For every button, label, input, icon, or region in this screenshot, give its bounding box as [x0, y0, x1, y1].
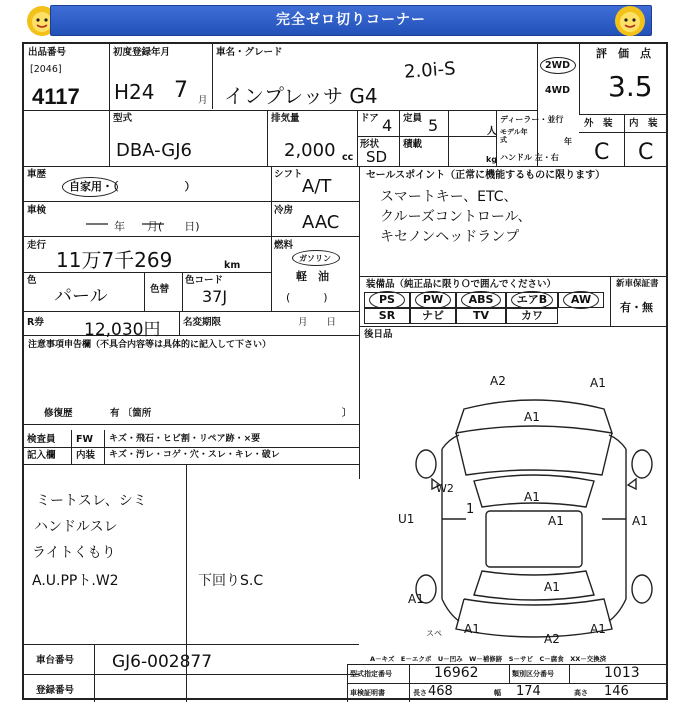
equip-sr: SR [364, 308, 410, 324]
inspector-comment: A.U.PPト.W2 [32, 573, 119, 589]
sales-point-title: セールスポイント（正常に機能するものに限ります） [366, 170, 606, 181]
shift-value: A/T [302, 176, 332, 197]
repair-history-label: 修復歴 [44, 408, 73, 419]
damage-mark: A1 [632, 514, 648, 528]
fuel-other: ( ) [286, 291, 328, 304]
month-unit: 月 [198, 95, 208, 106]
equip-aw: AW [558, 292, 604, 308]
warranty-label: 新車保証書 [616, 279, 659, 289]
warranty-value: 有・無 [620, 301, 653, 314]
damage-mark: A2 [490, 374, 506, 388]
damage-mark: A1 [524, 490, 540, 504]
width-value: 174 [516, 684, 541, 699]
equip-ps-circle [369, 291, 405, 309]
repair-history-value: 有 〔箇所 [110, 408, 152, 419]
model-code: DBA-GJ6 [116, 140, 192, 161]
capacity-value: 5 [428, 116, 439, 135]
shift-label: シフト [274, 169, 303, 180]
fuel-gasoline: ガソリン [299, 254, 331, 263]
equip-abs-circle [461, 291, 501, 309]
damage-mark: A1 [408, 592, 424, 606]
damage-mark: A1 [524, 410, 540, 424]
interior-label: 内 装 [629, 118, 658, 129]
chassis-number: GJ6-002877 [112, 652, 213, 672]
exterior-label: 外 装 [584, 118, 613, 129]
color-label: 色 [27, 275, 37, 286]
sales-point-item: キセノンヘッドランプ [380, 229, 520, 245]
category-label: 車歴 [27, 169, 47, 180]
diagram-tag: スペ [426, 629, 442, 638]
score-label: 評 価 点 [596, 47, 651, 60]
spec-number: 16962 [434, 665, 479, 681]
color-code-label: 色コード [185, 275, 224, 286]
damage-mark: U1 [398, 512, 415, 526]
equip-airbag-circle [511, 291, 553, 309]
damage-mark: A1 [590, 376, 606, 390]
sales-point-item: スマートキー、ETC、 [380, 189, 518, 205]
fw-label: FW [76, 434, 93, 445]
inspection-date: 年 月( 日) [114, 220, 200, 233]
person-unit: 人 [487, 126, 497, 137]
recycle-label: R券 [27, 317, 44, 328]
lion-mascot-icon [612, 4, 648, 38]
capacity-label: 定員 [403, 113, 423, 124]
displacement-label: 排気量 [271, 113, 300, 124]
banner-title: 完全ゼロ切りコーナー [50, 5, 652, 36]
ac-label: 冷房 [274, 205, 294, 216]
category-options: 自家用・（ ） [69, 180, 196, 193]
damage-mark: A1 [590, 622, 606, 636]
damage-mark: 1 [466, 502, 475, 517]
notes-title: 注意事項申告欄（不具合内容等は具体的に記入して下さい） [28, 340, 272, 350]
damage-mark: A2 [544, 632, 560, 646]
equip-pw-circle [415, 291, 451, 309]
height-label: 高さ [574, 689, 588, 697]
drive-2wd: 2WD [545, 60, 570, 71]
back-order-label: 後日品 [364, 329, 393, 340]
first-registration-month: 7 [174, 78, 188, 103]
damage-mark: A1 [548, 514, 564, 528]
certificate-label: 車検証明書 [350, 689, 385, 697]
interior-inspect-label: 内装 [76, 450, 96, 461]
equip-pw: PW [410, 292, 456, 308]
equip-ps: PS [364, 292, 410, 308]
registration-label: 登録番号 [36, 685, 75, 696]
damage-mark: A1 [464, 622, 480, 636]
length-label: 長さ [413, 689, 427, 697]
inspection-label: 車検 [27, 205, 47, 216]
km-unit: km [224, 260, 241, 271]
auction-sheet [22, 42, 668, 700]
equip-aw-circle [563, 291, 599, 309]
displacement-value: 2,000 [284, 140, 336, 161]
kg-unit: kg [486, 155, 498, 164]
recycle-value: 12,030円 [84, 320, 161, 340]
interior-items: キズ・汚レ・コゲ・穴・スレ・キレ・破レ [109, 450, 280, 460]
damage-mark: A1 [544, 580, 560, 594]
chassis-label: 車台番号 [36, 655, 75, 666]
year-unit: 年 [564, 137, 572, 146]
length-value: 468 [428, 684, 453, 699]
color-code-value: 37J [202, 287, 228, 306]
dealer-label: ディーラー・並行 [500, 115, 564, 124]
fuel-label: 燃料 [274, 240, 294, 251]
cc-unit: cc [342, 152, 354, 163]
car-damage-diagram [404, 389, 666, 639]
ac-value: AAC [302, 212, 340, 233]
repair-history-close: 〕 [342, 408, 352, 419]
handle-label: ハンドル 左・右 [500, 153, 559, 162]
exterior-score: C [594, 140, 610, 165]
car-name-label: 車名・グレード [216, 47, 283, 58]
color-value: パール [54, 286, 108, 307]
lot-sub-number: [2046] [30, 64, 62, 75]
lot-number-label: 出品番号 [28, 47, 67, 58]
car-grade: 2.0i-S [403, 58, 457, 83]
overall-score: 3.5 [608, 70, 653, 103]
model-label: 型式 [113, 113, 133, 124]
load-label: 積載 [403, 139, 423, 150]
first-registration-label: 初度登録年月 [113, 47, 171, 58]
sales-point-item: クルーズコントロール、 [380, 209, 532, 225]
model-year-label: モデル年式 [500, 128, 528, 144]
width-label: 幅 [494, 689, 501, 697]
interior-score: C [638, 140, 654, 165]
inspector-comment: ハンドルスレ [34, 519, 118, 535]
color-change-label: 色替 [150, 284, 170, 295]
equip-navi: ナビ [410, 308, 456, 324]
class-number-label: 類別区分番号 [512, 670, 554, 678]
car-name: インプレッサ G4 [224, 84, 378, 108]
damage-mark: W2 [436, 482, 454, 495]
spec-number-label: 型式指定番号 [350, 670, 392, 678]
inspector-label: 検査員 [27, 434, 56, 445]
damage-legend: A－キズ E－エクボ U－凹み W－補修跡 S－サビ C－腐食 XX－交換済 [370, 655, 607, 663]
mileage-label: 走行 [27, 240, 47, 251]
shape-label: 形状 [360, 139, 380, 150]
class-number: 1013 [604, 665, 640, 681]
shape-value: SD [366, 148, 388, 166]
lot-number: 4117 [32, 84, 80, 109]
equip-tv: TV [456, 308, 506, 324]
mileage-value: 11万7千269 [56, 248, 173, 272]
inspector-comment: ミートスレ、シミ [36, 493, 147, 509]
inspection-dash-marks [86, 220, 206, 228]
equip-leather: カワ [506, 308, 558, 324]
fuel-diesel: 軽 油 [296, 270, 329, 283]
name-change-date: 月 日 [298, 317, 337, 328]
inspector-entry-label: 記入欄 [27, 450, 56, 461]
doors-value: 4 [382, 116, 393, 135]
inspector-comment: ライトくもり [32, 545, 116, 561]
doors-label: ドア [360, 113, 379, 124]
equip-abs: ABS [456, 292, 506, 308]
equipment-title: 装備品（純正品に限りＯで囲んでください） [366, 279, 557, 290]
drive-4wd: 4WD [545, 85, 570, 96]
first-registration-year: H24 [114, 80, 155, 104]
height-value: 146 [604, 684, 629, 699]
inspector-comment: 下回りS.C [198, 573, 264, 589]
fw-items: キズ・飛石・ヒビ割・リペア跡・×要 [109, 434, 261, 444]
equip-airbag: エアB [506, 292, 558, 308]
name-change-label: 名変期限 [183, 317, 222, 328]
